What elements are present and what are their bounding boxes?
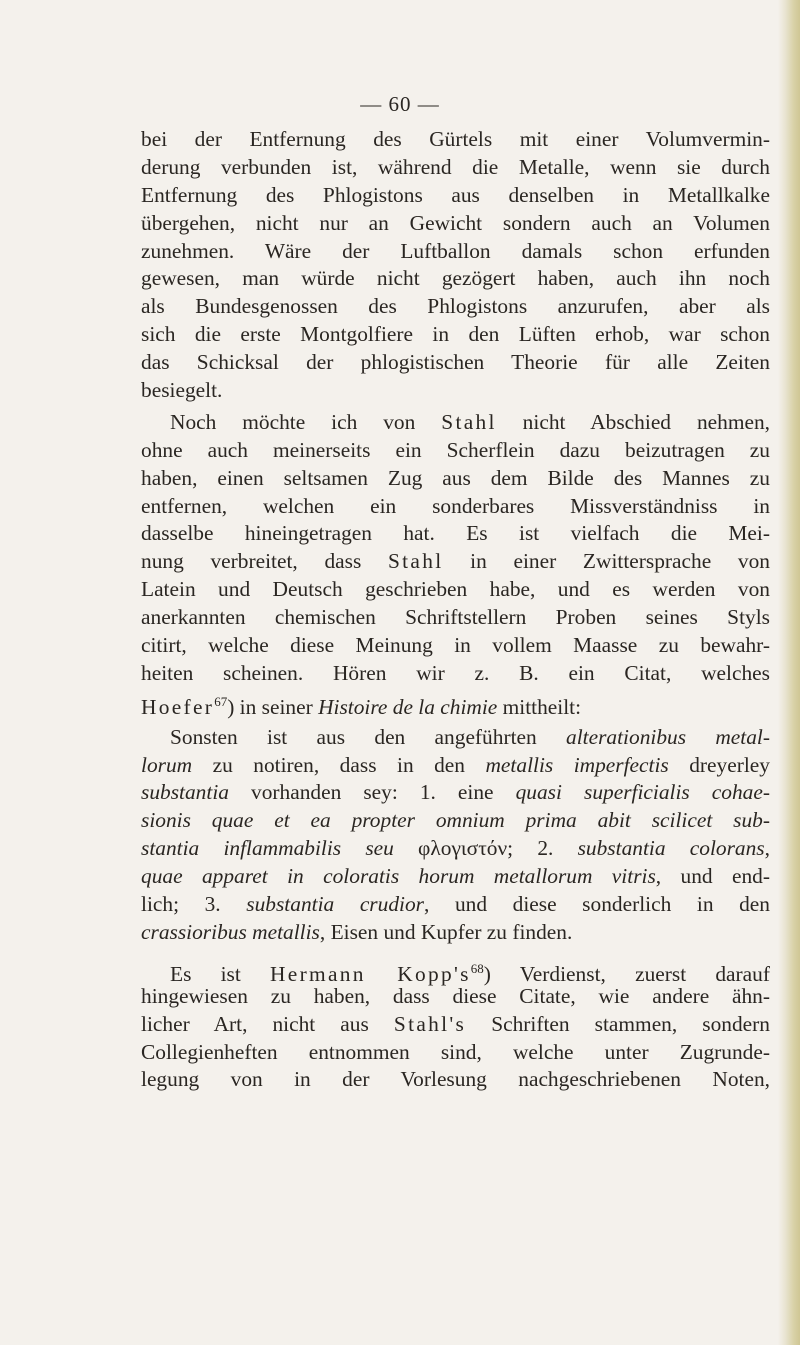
text-line: Hoefer$^{67}$) in seiner Histoire de la chimie mittheilt: — [141, 693, 582, 719]
paragraph-4 — [141, 955, 770, 1094]
text-line: Collegienheften entnommen sind, welche unter Zugrunde- — [141, 1039, 770, 1064]
text-line: sionis quae et ea propter omnium prima abit scilicet sub- — [141, 808, 770, 833]
text-line: licher Art, nicht aus Stahl's Schriften stammen, sondern — [141, 1011, 770, 1036]
text-line: Entfernung des Phlogistons aus denselben in Metallkalke — [141, 182, 770, 207]
paragraph-2 — [141, 409, 771, 719]
text-line: crassioribus metallis, Eisen und Kupfer zu finden. — [141, 919, 573, 944]
text-line: quae apparet in coloratis horum metallorum vitris, und end- — [141, 864, 770, 889]
text-line: das Schicksal der phlogistischen Theorie für alle Zeiten — [141, 350, 770, 375]
text-line: derung verbunden ist, während die Metalle, wenn sie durch — [141, 154, 770, 179]
author-name: Hermann Kopp's — [270, 961, 471, 986]
paragraph-3-quotation — [141, 724, 770, 947]
author-name: Stahl's — [393, 1011, 467, 1036]
text-line: anerkannten chemischen Schriftstellern Proben seines Styls — [141, 605, 770, 630]
text-line: hingewiesen zu haben, dass diese Citate, wie andere ähn- — [141, 983, 770, 1008]
text-line: lorum zu notiren, dass in den metallis imperfectis dreyerley — [141, 752, 770, 777]
text-line: als Bundesgenossen des Phlogistons anzurufen, aber als — [141, 294, 770, 319]
text-line: lich; 3. substantia crudior, und diese sonderlich in den — [141, 892, 770, 917]
author-name: Hoefer — [141, 694, 215, 719]
page-edge-shadow — [778, 0, 800, 1345]
text-line: nung verbreitet, dass Stahl in einer Zwittersprache von — [141, 549, 770, 574]
paragraph-1 — [141, 126, 770, 405]
text-line: stantia inflammabilis seu φλογιστόν; 2. substantia colorans, — [141, 836, 770, 861]
text-line: heiten scheinen. Hören wir z. B. ein Citat, welches — [141, 660, 770, 685]
author-name: Stahl — [441, 409, 497, 434]
text-line: Latein und Deutsch geschrieben habe, und es werden von — [141, 577, 770, 602]
text-line: ohne auch meinerseits ein Scherflein dazu beizutragen zu — [141, 437, 770, 462]
text-line: übergehen, nicht nur an Gewicht sondern auch an Volumen — [141, 210, 770, 235]
text-line: haben, einen seltsamen Zug aus dem Bilde des Mannes zu — [141, 465, 770, 490]
footnote-ref: 67 — [214, 693, 228, 709]
page-body — [141, 126, 770, 1094]
text-line: legung von in der Vorlesung nachgeschriebenen Noten, — [141, 1067, 770, 1092]
text-line: substantia vorhanden sey: 1. eine quasi superficialis cohae- — [141, 780, 770, 805]
text-line: Sonsten ist aus den angeführten alterationibus metal- — [170, 724, 770, 749]
text-line: bei der Entfernung des Gürtels mit einer Volumvermin- — [141, 127, 770, 151]
book-title: Histoire de la chimie — [318, 694, 498, 719]
text-line: sich die erste Montgolfiere in den Lüften erhob, war schon — [141, 322, 770, 347]
text-line: Es ist Hermann $Kopp's^{68}$) Verdienst, zuerst darauf — [170, 960, 770, 986]
text-line: dasselbe hineingetragen hat. Es ist vielfach die Mei- — [141, 521, 770, 546]
text-line: citirt, welche diese Meinung in vollem Maasse zu bewahr- — [141, 633, 770, 658]
text-line: Noch möchte ich von Stahl nicht Abschied nehmen, — [170, 409, 771, 434]
author-name: Stahl — [387, 549, 444, 574]
text-line: gewesen, man würde nicht gezögert haben, auch ihn noch — [141, 266, 770, 291]
footnote-ref: 68 — [470, 960, 484, 976]
text-line: entfernen, welchen ein sonderbares Missverständniss in — [141, 493, 770, 518]
text-line: besiegelt. — [141, 378, 223, 403]
text-line: zunehmen. Wäre der Luftballon damals schon erfunden — [141, 238, 770, 263]
page-number: — 60 — — [360, 92, 440, 116]
